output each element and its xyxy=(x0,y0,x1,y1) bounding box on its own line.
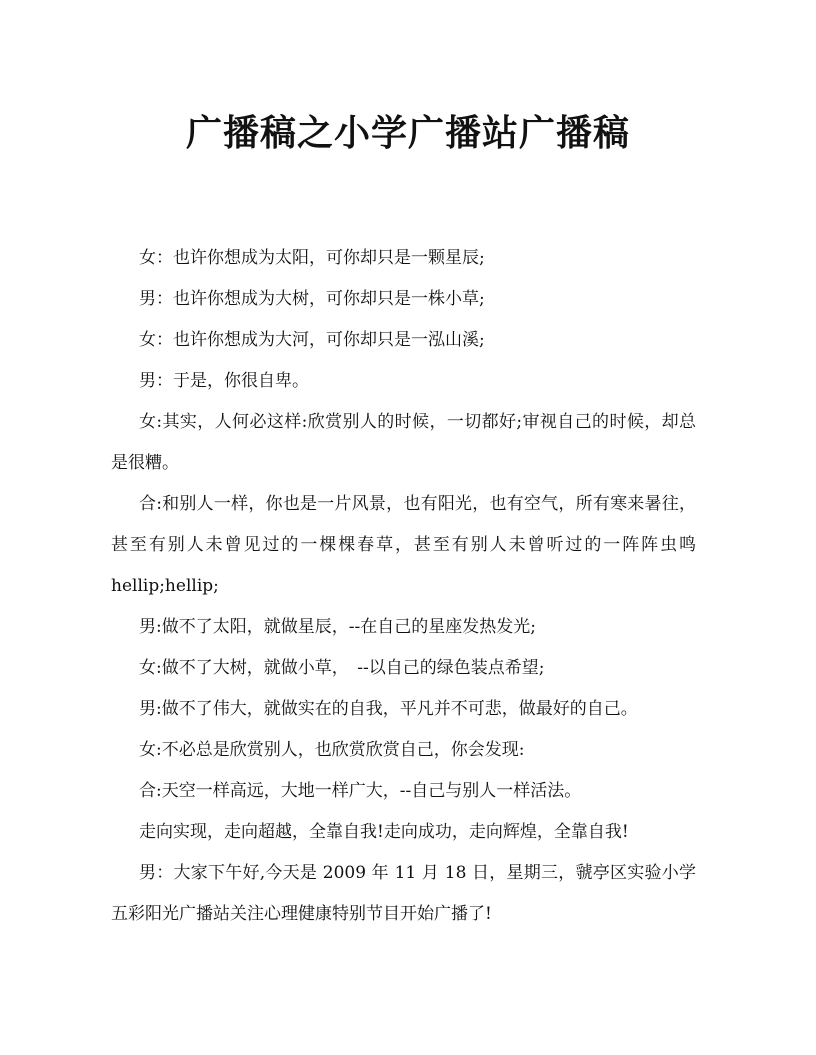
paragraph: 合:天空一样高远，大地一样广大，--自己与别人一样活法。 xyxy=(139,781,582,801)
paragraph: 男：也许你想成为大树，可你却只是一株小草; xyxy=(139,289,485,309)
paragraph: 女：也许你想成为大河，可你却只是一泓山溪; xyxy=(139,330,485,350)
paragraph: 男:做不了太阳，就做星辰，--在自己的星座发热发光; xyxy=(139,617,536,637)
paragraph: 男:做不了伟大，就做实在的自我，平凡并不可悲，做最好的自己。 xyxy=(139,699,638,719)
document-title: 广播稿之小学广播站广播稿 xyxy=(185,112,630,154)
paragraph: 女：也许你想成为太阳，可你却只是一颗星辰; xyxy=(139,248,485,268)
paragraph: 女:其实，人何必这样:欣赏别人的时候，一切都好;审视自己的时候，却总是很糟。 xyxy=(111,412,696,473)
paragraph: 走向实现，走向超越，全靠自我!走向成功，走向辉煌，全靠自我! xyxy=(139,822,629,842)
paragraph: 女:不必总是欣赏别人，也欣赏欣赏自己，你会发现: xyxy=(139,740,525,760)
paragraph: 男：于是，你很自卑。 xyxy=(139,371,309,391)
paragraph: 合:和别人一样，你也是一片风景，也有阳光，也有空气，所有寒来暑往，甚至有别人未曾见过的一棵棵春草，甚至有别人未曾听过的一阵阵虫鸣 hellip;hellip; xyxy=(111,494,696,596)
paragraph: 女:做不了大树，就做小草， --以自己的绿色装点希望; xyxy=(139,658,545,678)
document-body xyxy=(111,238,696,935)
paragraph: 男：大家下午好,今天是 2009 年 11 月 18 日，星期三，虢亭区实验小学五彩阳光广播站关注心理健康特别节目开始广播了! xyxy=(111,863,696,924)
